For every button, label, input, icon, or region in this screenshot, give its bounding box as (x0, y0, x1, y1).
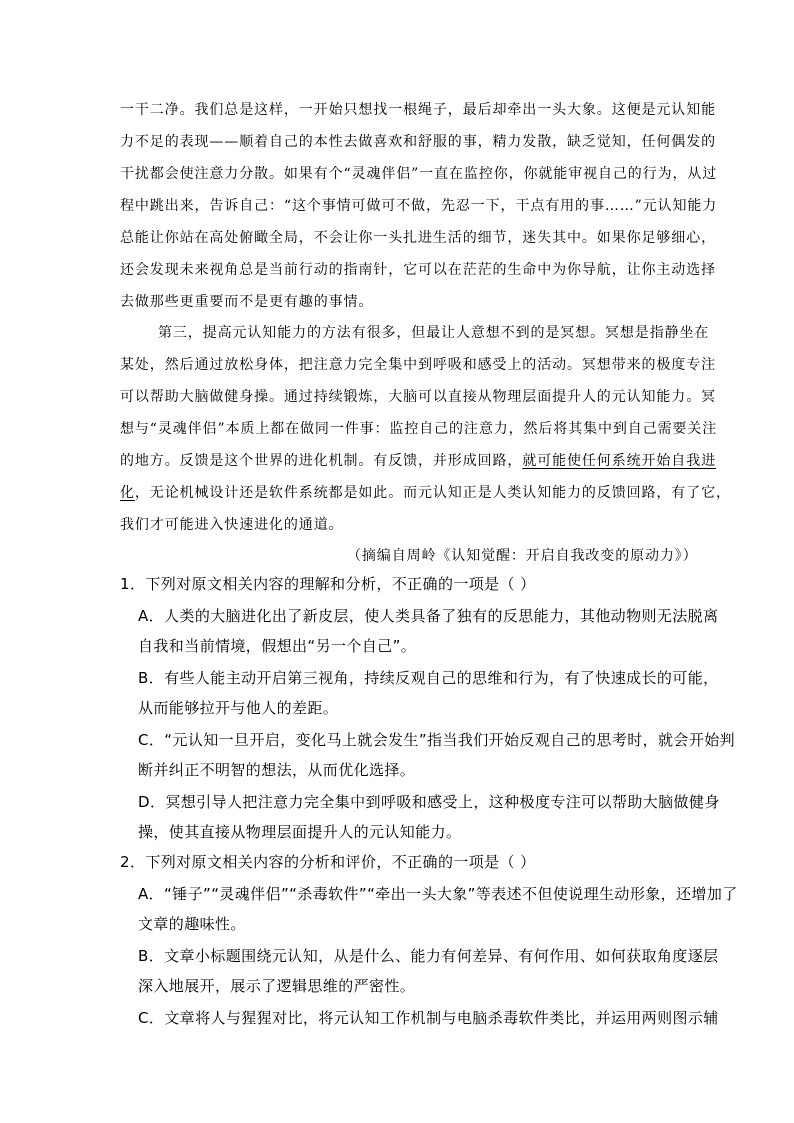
passage-text: 的地方。反馈是这个世界的进化机制。有反馈，并形成回路， (120, 453, 523, 469)
option-a: A．人类的大脑进化出了新皮层，使人类具备了独有的反思能力，其他动物则无法脱离 (138, 607, 719, 625)
option-b-cont: 从而能够拉开与他人的差距。 (138, 699, 339, 717)
passage-line: 总能让你站在高处俯瞰全局，不会让你一头扎进生活的细节，迷失其中。如果你足够细心， (120, 230, 716, 246)
passage-line: 我们才可能进入快速进化的通道。 (120, 517, 344, 533)
passage-line: 还会发现未来视角总是当前行动的指南针，它可以在茫茫的生命中为你导航，让你主动选择 (120, 262, 716, 278)
passage-line: 一干二净。我们总是这样，一开始只想找一根绳子，最后却牵出一头大象。这便是元认知能 (120, 102, 716, 118)
passage-line (120, 483, 731, 503)
source-citation: （摘编自周岭《认知觉醒：开启自我改变的原动力》） (347, 548, 698, 564)
passage-line: 想与“灵魂伴侣”本质上都在做同一件事：监控自己的注意力，然后将其集中到自己需要关注 (120, 421, 718, 437)
question-stem: 1．下列对原文相关内容的理解和分析，不正确的一项是（ ） (120, 575, 536, 593)
passage-line: 力不足的表现——顺着自己的本性去做喜欢和舒服的事，精力发散，缺乏觉知，任何偶发的 (120, 134, 716, 150)
passage-line: 去做那些更重要而不是更有趣的事情。 (120, 294, 374, 310)
option-b-cont: 深入地展开，展示了逻辑思维的严密性。 (138, 977, 416, 995)
option-d-cont: 操，使其直接从物理层面提升人的元认知能力。 (138, 823, 462, 841)
passage-line: 第三，提高元认知能力的方法有很多，但最让人意想不到的是冥想。冥想是指静坐在 (158, 325, 710, 341)
passage-line: 干扰都会使注意力分散。如果有个“灵魂伴侣”一直在监控你，你就能审视自己的行为，从过 (120, 166, 718, 182)
passage-line (120, 451, 716, 471)
option-b: B．有些人能主动开启第三视角，持续反观自己的思维和行为，有了快速成长的可能， (138, 669, 719, 687)
passage-line: 程中跳出来，告诉自己：“这个事情可做可不做，先忍一下，干点有用的事……”元认知能力 (120, 198, 718, 214)
option-b: B．文章小标题围绕元认知，从是什么、能力有何差异、有何作用、如何获取角度逐层 (138, 947, 719, 965)
passage-line: 某处，然后通过放松身体，把注意力完全集中到呼吸和感受上的活动。冥想带来的极度专注 (120, 357, 716, 373)
option-a: A．“锤子”“灵魂伴侣”“杀毒软件”“牵出一头大象”等表述不但使说理生动形象，还增加了 (138, 885, 738, 903)
option-d: D．冥想引导人把注意力完全集中到呼吸和感受上，这种极度专注可以帮助大脑做健身 (138, 793, 720, 811)
underlined-text: 就可能使任何系统开始自我进 (522, 453, 717, 469)
underlined-text: 化 (120, 485, 135, 501)
option-c-cont: 断并纠正不明智的想法，从而优化选择。 (138, 761, 416, 779)
passage-text: ，无论机械设计还是软件系统都是如此。而元认知正是人类认知能力的反馈回路，有了它， (134, 485, 731, 501)
question-stem: 2．下列对原文相关内容的分析和评价，不正确的一项是（ ） (120, 853, 536, 871)
option-c: C．文章将人与猩猩对比，将元认知工作机制与电脑杀毒软件类比，并运用两则图示辅 (138, 1009, 719, 1027)
option-a-cont: 自我和当前情境，假想出“另一个自己”。 (138, 637, 417, 655)
option-c: C．“元认知一旦开启，变化马上就会发生”指当我们开始反观自己的思考时，就会开始判 (138, 731, 736, 749)
passage-line: 可以帮助大脑做健身操。通过持续锻炼，大脑可以直接从物理层面提升人的元认知能力。冥 (120, 389, 716, 405)
option-a-cont: 文章的趣味性。 (138, 915, 246, 933)
